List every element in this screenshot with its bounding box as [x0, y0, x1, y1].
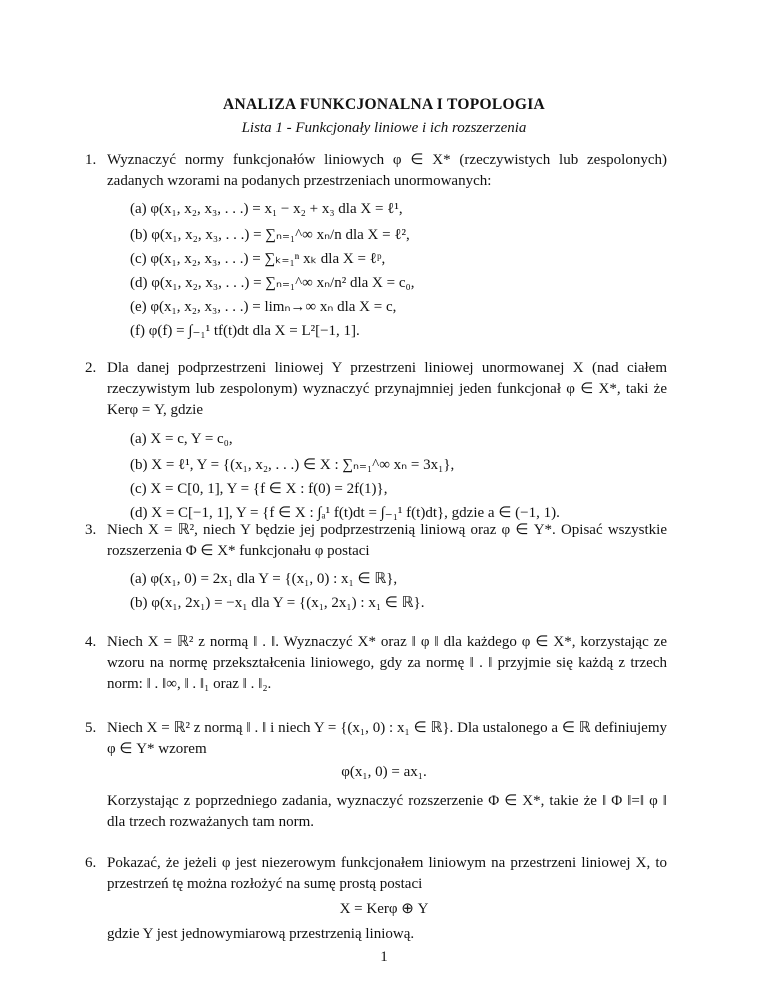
problem-text: Niech X = ℝ² z normą ‖ . ‖ i niech Y = {(x₁, 0) : x₁ ∈ ℝ}. Dla ustalonego a ∈ ℝ definiujemy φ ∈ Y* wzorem — [107, 720, 667, 757]
problem-text: Wyznaczyć normy funkcjonałów liniowych φ ∈ X* (rzeczywistych lub zespolonych) zadanych wzorami na podanych przestrzeniach unormowanych: — [107, 152, 667, 189]
problem-6-continuation — [107, 924, 667, 945]
problem-6 — [85, 853, 667, 895]
page-number: 1 — [380, 949, 388, 965]
list-item: (a) φ(x₁, 0) = 2x₁ dla Y = {(x₁, 0) : x₁ ∈ ℝ}, — [130, 571, 398, 587]
problem-5 — [85, 718, 667, 760]
list-item: (c) φ(x₁, x₂, x₃, . . .) = ∑ₖ₌₁ⁿ xₖ dla X = ℓᵖ, — [130, 251, 386, 267]
list-item: (e) φ(x₁, x₂, x₃, . . .) = limₙ→∞ xₙ dla X = c, — [130, 299, 397, 315]
list-item: (d) X = C[−1, 1], Y = {f ∈ X : ∫ₐ¹ f(t)dt = ∫₋₁¹ f(t)dt}, gdzie a ∈ (−1, 1). — [130, 505, 560, 521]
problem-number: 3. — [85, 522, 97, 538]
problem-text: Pokazać, że jeżeli φ jest niezerowym funkcjonałem liniowym na przestrzeni liniowej X, to przestrzeń tę można rozłożyć na sumę prostą postaci — [107, 855, 667, 892]
problem-text: Dla danej podprzestrzeni liniowej Y przestrzeni liniowej unormowanej X (nad ciałem rzeczywistym lub zespolonym) wyznaczyć przynajmniej jeden funkcjonał φ ∈ X*, taki że Kerφ = Y, gdzie — [107, 360, 667, 418]
problem-text: Niech X = ℝ² z normą ‖ . ‖. Wyznaczyć X* oraz ‖ φ ‖ dla każdego φ ∈ X*, korzystając ze wzoru na normę przekształcenia liniowego, gdy za normę ‖ . ‖ przyjmie się każdą z trzech norm: ‖ . ‖∞, ‖ . ‖₁ oraz ‖ . ‖₂. — [107, 634, 667, 692]
problem-3 — [85, 520, 667, 562]
problem-text: Niech X = ℝ², niech Y będzie jej podprzestrzenią liniową oraz φ ∈ Y*. Opisać wszystkie rozszerzenia Φ ∈ X* funkcjonału φ postaci — [107, 522, 667, 559]
problem-1 — [85, 150, 667, 192]
problem-2 — [85, 358, 667, 421]
problem-number: 1. — [85, 152, 97, 168]
problem-5-formula: φ(x₁, 0) = ax₁. — [341, 764, 427, 780]
list-item: (b) φ(x₁, x₂, x₃, . . .) = ∑ₙ₌₁^∞ xₙ/n dla X = ℓ², — [130, 227, 410, 243]
document-title: ANALIZA FUNKCJONALNA I TOPOLOGIA — [222, 96, 546, 113]
problem-4 — [85, 632, 667, 695]
problem-number: 4. — [85, 634, 97, 650]
problem-number: 2. — [85, 360, 97, 376]
list-item: (b) φ(x₁, 2x₁) = −x₁ dla Y = {(x₁, 2x₁) : x₁ ∈ ℝ}. — [130, 595, 425, 611]
problem-number: 6. — [85, 855, 97, 871]
list-item: (a) X = c, Y = c₀, — [130, 431, 233, 447]
problem-text: gdzie Y jest jednowymiarową przestrzenią liniową. — [107, 926, 415, 942]
problem-text: Korzystając z poprzedniego zadania, wyznaczyć rozszerzenie Φ ∈ X*, takie że ‖ Φ ‖=‖ φ ‖ dla trzech rozważanych tam norm. — [107, 793, 667, 830]
list-item: (b) X = ℓ¹, Y = {(x₁, x₂, . . .) ∈ X : ∑ₙ₌₁^∞ xₙ = 3x₁}, — [130, 457, 455, 473]
list-item: (c) X = C[0, 1], Y = {f ∈ X : f(0) = 2f(1)}, — [130, 481, 388, 497]
problem-number: 5. — [85, 720, 97, 736]
list-item: (d) φ(x₁, x₂, x₃, . . .) = ∑ₙ₌₁^∞ xₙ/n² dla X = c₀, — [130, 275, 415, 291]
list-item: (f) φ(f) = ∫₋₁¹ tf(t)dt dla X = L²[−1, 1]. — [130, 323, 360, 339]
document-subtitle: Lista 1 - Funkcjonały liniowe i ich rozszerzenia — [241, 120, 527, 136]
problem-6-formula: X = Kerφ ⊕ Y — [339, 901, 429, 917]
problem-5-continuation — [107, 791, 667, 833]
list-item: (a) φ(x₁, x₂, x₃, . . .) = x₁ − x₂ + x₃ dla X = ℓ¹, — [130, 201, 403, 217]
